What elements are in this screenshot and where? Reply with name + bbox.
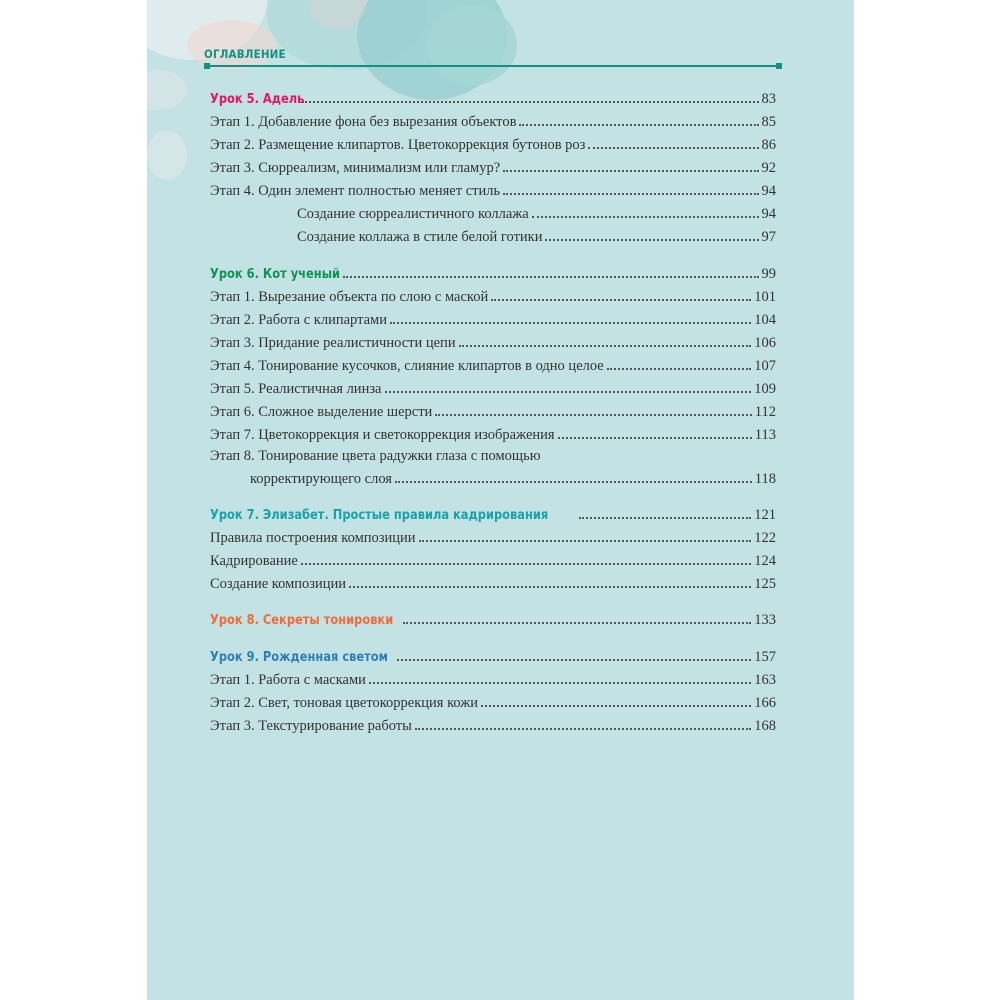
dot-leader xyxy=(519,124,758,126)
page-number: 122 xyxy=(754,529,776,546)
dot-leader xyxy=(579,517,751,519)
lesson-title: Урок 6. Кот ученый xyxy=(210,267,341,282)
rule-end-marker xyxy=(776,63,782,69)
toc-lesson-6[interactable] xyxy=(210,259,776,281)
dot-leader xyxy=(419,540,752,542)
dot-leader xyxy=(390,322,751,324)
page-number: 97 xyxy=(761,228,776,245)
dot-leader xyxy=(301,563,751,565)
dot-leader xyxy=(481,705,751,707)
page-number: 109 xyxy=(754,380,776,397)
item-title: Этап 1. Работа с масками xyxy=(210,671,366,688)
decor-blob xyxy=(187,20,277,70)
toc-item[interactable] xyxy=(210,688,776,710)
toc-item[interactable] xyxy=(210,107,776,129)
page-number: 166 xyxy=(754,694,776,711)
item-title: Этап 3. Текстурирование работы xyxy=(210,717,412,734)
dot-leader xyxy=(491,299,751,301)
item-title: Этап 2. Работа с клипартами xyxy=(210,311,387,328)
toc-item[interactable] xyxy=(210,397,776,419)
dot-leader xyxy=(545,239,758,241)
item-title: Этап 3. Придание реалистичности цепи xyxy=(210,334,456,351)
item-title: Этап 6. Сложное выделение шерсти xyxy=(210,403,433,420)
item-title: Создание композиции xyxy=(210,575,347,592)
item-title: Этап 3. Сюрреализм, минимализм или гламур? xyxy=(210,159,501,176)
page-header: ОГЛАВЛЕНИЕ xyxy=(204,47,286,61)
page-number: 94 xyxy=(761,205,776,222)
lesson-title: Урок 8. Секреты тонировки xyxy=(210,613,394,628)
item-title: корректирующего слоя xyxy=(250,470,392,487)
item-title: Этап 2. Свет, тоновая цветокоррекция кожи xyxy=(210,694,479,711)
page-number: 83 xyxy=(761,90,776,107)
page-number: 94 xyxy=(761,182,776,199)
item-title: Создание сюрреалистичного коллажа xyxy=(297,205,529,222)
page-number: 133 xyxy=(754,611,776,628)
item-title: Создание коллажа в стиле белой готики xyxy=(297,228,543,245)
toc-item[interactable] xyxy=(210,569,776,591)
item-title: Правила построения композиции xyxy=(210,529,416,546)
toc-item[interactable] xyxy=(210,523,776,545)
item-title: Этап 1. Вырезание объекта по слою с маской xyxy=(210,288,489,305)
dot-leader xyxy=(532,216,759,218)
toc-item[interactable] xyxy=(210,665,776,687)
page-number: 121 xyxy=(754,506,776,523)
toc-item-line[interactable]: Этап 8. Тонирование цвета радужки глаза с помощью xyxy=(210,448,541,464)
toc-item[interactable] xyxy=(210,374,776,396)
toc-item[interactable] xyxy=(210,176,776,198)
decor-blob xyxy=(147,130,187,180)
dot-leader xyxy=(385,391,752,393)
toc-item[interactable] xyxy=(210,328,776,350)
toc-lesson-5[interactable] xyxy=(210,84,776,106)
item-title: Кадрирование xyxy=(210,552,298,569)
dot-leader xyxy=(395,481,752,483)
lesson-title: Урок 7. Элизабет. Простые правила кадрирования xyxy=(210,508,549,523)
item-title: Этап 4. Тонирование кусочков, слияние клипартов в одно целое xyxy=(210,357,604,374)
toc-item[interactable] xyxy=(210,464,776,486)
toc-lesson-8[interactable] xyxy=(210,605,776,627)
lesson-title: Урок 9. Рожденная светом xyxy=(210,650,389,665)
dot-leader xyxy=(435,414,751,416)
dot-leader xyxy=(403,622,751,624)
dot-leader xyxy=(349,586,751,588)
dot-leader xyxy=(558,437,752,439)
toc-subitem[interactable] xyxy=(210,199,776,221)
book-page xyxy=(147,0,854,1000)
item-title: Этап 7. Цветокоррекция и светокоррекция изображения xyxy=(210,426,555,443)
rule-end-marker xyxy=(204,63,210,69)
lesson-title: Урок 5. Адель xyxy=(210,92,305,107)
page-number: 113 xyxy=(754,426,776,443)
toc-item[interactable] xyxy=(210,153,776,175)
dot-leader xyxy=(415,728,751,730)
item-title: Этап 2. Размещение клипартов. Цветокоррекция бутонов роз xyxy=(210,136,586,153)
dot-leader xyxy=(343,276,759,278)
page-number: 99 xyxy=(761,265,776,282)
toc-item[interactable] xyxy=(210,305,776,327)
page-number: 106 xyxy=(754,334,776,351)
page-number: 107 xyxy=(754,357,776,374)
page-number: 157 xyxy=(754,648,776,665)
decor-blob xyxy=(427,5,517,85)
toc-item[interactable] xyxy=(210,546,776,568)
page-number: 124 xyxy=(754,552,776,569)
toc-item[interactable] xyxy=(210,420,776,442)
toc-lesson-9[interactable] xyxy=(210,642,776,664)
dot-leader xyxy=(302,101,758,103)
page-number: 118 xyxy=(754,470,776,487)
decor-blob xyxy=(147,70,187,110)
page-number: 163 xyxy=(754,671,776,688)
dot-leader xyxy=(397,659,751,661)
item-title: Этап 1. Добавление фона без вырезания объектов xyxy=(210,113,517,130)
toc-item[interactable] xyxy=(210,282,776,304)
page-number: 86 xyxy=(761,136,776,153)
item-title: Этап 5. Реалистичная линза xyxy=(210,380,382,397)
page-number: 85 xyxy=(761,113,776,130)
toc-item[interactable] xyxy=(210,130,776,152)
page-number: 168 xyxy=(754,717,776,734)
page-number: 112 xyxy=(754,403,776,420)
page-number: 92 xyxy=(761,159,776,176)
dot-leader xyxy=(369,682,751,684)
item-title: Этап 4. Один элемент полностью меняет стиль xyxy=(210,182,501,199)
page-number: 125 xyxy=(754,575,776,592)
dot-leader xyxy=(459,345,752,347)
dot-leader xyxy=(503,170,758,172)
toc-item[interactable] xyxy=(210,711,776,733)
dot-leader xyxy=(503,193,758,195)
page-number: 104 xyxy=(754,311,776,328)
dot-leader xyxy=(588,147,758,149)
header-rule xyxy=(204,65,782,67)
toc-subitem[interactable] xyxy=(210,222,776,244)
dot-leader xyxy=(607,368,752,370)
page-number: 101 xyxy=(754,288,776,305)
toc-lesson-7[interactable] xyxy=(210,500,776,522)
toc-item[interactable] xyxy=(210,351,776,373)
